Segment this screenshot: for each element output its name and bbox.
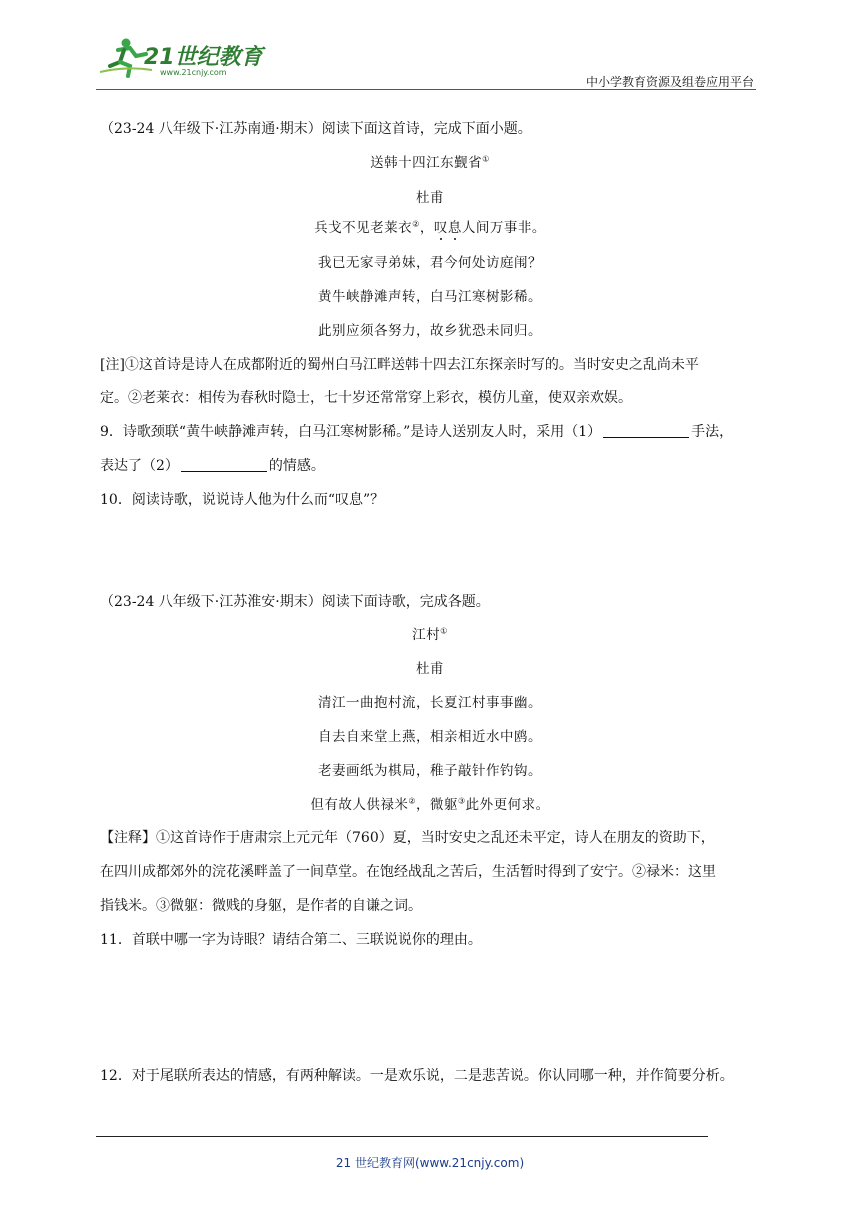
emphasis-char: 息: [447, 220, 462, 236]
poem1-note-1: [注]①这首诗是诗人在成都附近的蜀州白马江畔送韩十四去江东探亲时写的。当时安史之乱尚未平: [100, 357, 699, 373]
poem1-note-2: 定。②老莱衣：相传为春秋时隐士，七十岁还常常穿上彩衣，模仿儿童，使双亲欢娱。: [100, 390, 632, 406]
poem2-line-3: 老妻画纸为棋局，稚子敲针作钓钩。: [318, 763, 542, 779]
poem2-author: 杜甫: [416, 661, 444, 677]
question-12: 12．对于尾联所表达的情感，有两种解读。一是欢乐说，二是悲苦说。你认同哪一种，并作简要分析。: [100, 1068, 734, 1084]
logo-text: 21世纪教育: [144, 45, 263, 70]
poem2-title: 江村①: [412, 626, 448, 643]
answer-blank[interactable]: [181, 457, 267, 472]
question-10: 10．阅读诗歌，说说诗人他为什么而“叹息”？: [100, 492, 385, 508]
site-logo[interactable]: [96, 36, 266, 80]
question-9-line-2: 表达了（2） 的情感。: [100, 458, 325, 474]
header-divider: [96, 89, 756, 90]
poem1-line-2: 我已无家寻弟妹，君今何处访庭闱？: [318, 255, 542, 271]
section2-intro: （23-24 八年级下·江苏淮安·期末）阅读下面诗歌，完成各题。: [100, 594, 490, 610]
poem2-line-2: 自去自来堂上燕，相亲相近水中鸥。: [318, 729, 542, 745]
poem1-title: 送韩十四江东觐省①: [370, 154, 490, 171]
poem2-line-4: 但有故人供禄米②，微躯③此外更何求。: [310, 796, 550, 813]
poem1-line-3: 黄牛峡静滩声转，白马江寒树影稀。: [318, 289, 542, 305]
footnote-mark: ②: [412, 219, 420, 229]
runner-logo-icon: [96, 36, 266, 80]
section1-intro: （23-24 八年级下·江苏南通·期末）阅读下面这首诗，完成下面小题。: [100, 121, 532, 137]
logo-url: www.21cnjy.com: [160, 68, 227, 77]
poem1-line-4: 此别应须各努力，故乡犹恐未同归。: [318, 323, 542, 339]
poem1-author: 杜甫: [416, 190, 444, 206]
emphasis-char: 叹: [433, 220, 448, 236]
footer-link[interactable]: 21 世纪教育网(www.21cnjy.com): [335, 1156, 525, 1170]
footnote-mark: ①: [440, 626, 448, 636]
poem2-line-1: 清江一曲抱村流，长夏江村事事幽。: [318, 695, 542, 711]
answer-blank[interactable]: [603, 423, 689, 438]
question-9-line-1: 9．诗歌颈联“黄牛峡静滩声转，白马江寒树影稀。”是诗人送别友人时，采用（1） 手法，: [100, 424, 734, 440]
poem2-note-2: 在四川成都郊外的浣花溪畔盖了一间草堂。在饱经战乱之苦后，生活暂时得到了安宁。②禄米：这里: [100, 864, 716, 880]
poem2-note-3: 指钱米。③微躯：微贱的身躯，是作者的自谦之词。: [100, 898, 422, 914]
poem1-line-1: 兵戈不见老莱衣②，叹息人间万事非。: [314, 219, 546, 236]
footer-divider: [96, 1136, 708, 1137]
poem2-note-1: 【注释】①这首诗作于唐肃宗上元元年（760）夏，当时安史之乱还未平定，诗人在朋友的资助下，: [100, 830, 715, 846]
footnote-mark: ①: [482, 154, 490, 164]
footnote-mark: ③: [458, 796, 466, 806]
footnote-mark: ②: [408, 796, 416, 806]
question-11: 11．首联中哪一字为诗眼？请结合第二、三联说说你的理由。: [100, 932, 482, 948]
platform-name: 中小学教育资源及组卷应用平台: [585, 75, 754, 89]
